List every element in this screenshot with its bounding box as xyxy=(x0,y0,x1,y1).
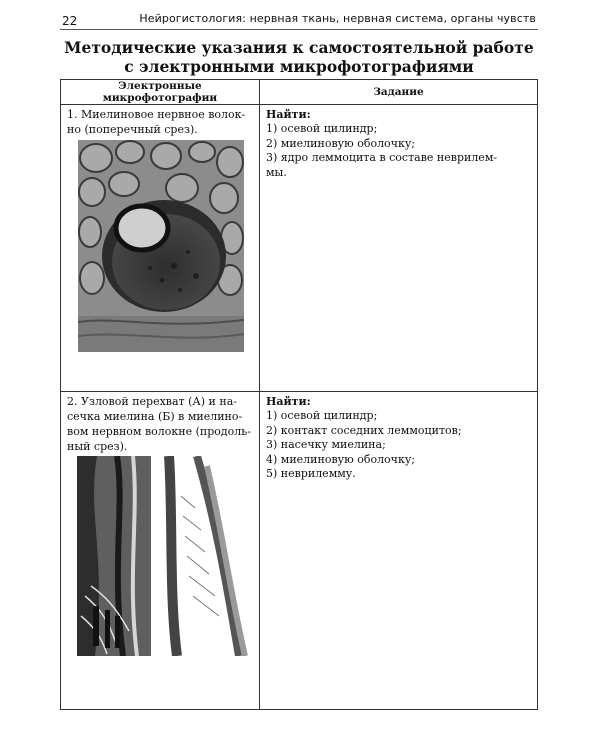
caption-line: сечка миелина (Б) в миелино- xyxy=(67,410,243,423)
task-cell-2 xyxy=(260,392,538,710)
micrograph-image xyxy=(78,140,244,352)
title-line-1: Методические указания к самостоятельной работе xyxy=(64,38,534,57)
task-find-label: Найти: xyxy=(266,395,311,408)
column-header-micrographs: Электронные микрофотографии xyxy=(61,80,260,105)
title-line-2: с электронными микрофотографиями xyxy=(124,57,474,76)
task-table xyxy=(60,79,538,710)
list-item: 4) миелиновую оболочку; xyxy=(266,452,415,466)
task-find-label: Найти: xyxy=(266,108,311,121)
running-header: Нейрогистология: нервная ткань, нервная система, органы чувств xyxy=(139,12,536,25)
page-number: 22 xyxy=(62,14,78,28)
task-list-2 xyxy=(260,409,537,482)
caption-line: ный срез). xyxy=(67,440,128,453)
column-header-task: Задание xyxy=(260,80,538,105)
list-item: 1) осевой цилиндр; xyxy=(266,409,378,422)
micrograph-image xyxy=(77,456,249,656)
micrograph-caption-1 xyxy=(61,105,259,137)
list-item: 3) насечку миелина; xyxy=(266,438,386,452)
micrograph-cell-1 xyxy=(61,105,260,392)
list-item: 5) неврилемму. xyxy=(266,467,356,481)
caption-line: 2. Узловой перехват (А) и на- xyxy=(67,395,237,408)
caption-line: 1. Миелиновое нервное волок- xyxy=(67,108,246,121)
page-title xyxy=(60,38,538,76)
header-rule xyxy=(60,29,538,30)
list-item: мы. xyxy=(266,165,287,179)
table-header-row xyxy=(61,80,538,105)
micrograph-cell-2 xyxy=(61,392,260,710)
caption-line: вом нервном волокне (продоль- xyxy=(67,425,251,438)
micrograph-caption-2 xyxy=(61,392,259,454)
list-item: 2) миелиновую оболочку; xyxy=(266,136,415,150)
task-list-1 xyxy=(260,122,537,180)
table-row xyxy=(61,105,538,392)
list-item: 2) контакт соседних леммоцитов; xyxy=(266,423,462,437)
list-item: 3) ядро леммоцита в составе неврилем- xyxy=(266,151,498,165)
micrograph-node-of-ranvier xyxy=(77,456,249,656)
micrograph-myelin-cross-section xyxy=(78,140,244,352)
list-item: 1) осевой цилиндр; xyxy=(266,122,378,135)
table-row xyxy=(61,392,538,710)
task-cell-1 xyxy=(260,105,538,392)
caption-line: но (поперечный срез). xyxy=(67,123,198,136)
